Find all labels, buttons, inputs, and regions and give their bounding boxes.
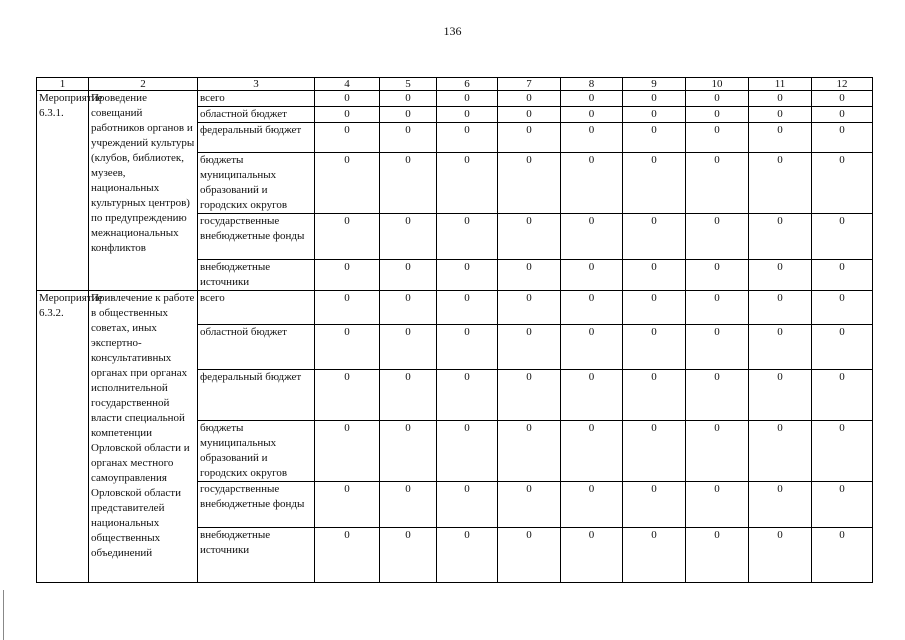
column-header: 2: [89, 78, 198, 91]
amount-cell: 0: [437, 291, 498, 325]
amount-cell: 0: [437, 260, 498, 291]
column-header: 10: [686, 78, 749, 91]
amount-cell: 0: [561, 291, 623, 325]
amount-cell: 0: [812, 214, 873, 260]
funding-source: бюджеты муниципальных образований и городских округов: [198, 153, 315, 214]
funding-source: государственные внебюджетные фонды: [198, 214, 315, 260]
amount-cell: 0: [812, 291, 873, 325]
amount-cell: 0: [380, 214, 437, 260]
amount-cell: 0: [812, 260, 873, 291]
funding-source: всего: [198, 91, 315, 107]
measure-description: Проведение совещаний работников органов и учреждений культуры (клубов, библиотек, музеев, национальных культурных центров) по предупреждению межнациональных конфликтов: [89, 91, 198, 291]
amount-cell: 0: [623, 107, 686, 123]
amount-cell: 0: [437, 482, 498, 528]
amount-cell: 0: [623, 123, 686, 153]
amount-cell: 0: [812, 528, 873, 583]
amount-cell: 0: [812, 123, 873, 153]
amount-cell: 0: [686, 325, 749, 370]
amount-cell: 0: [561, 260, 623, 291]
amount-cell: 0: [686, 123, 749, 153]
amount-cell: 0: [561, 214, 623, 260]
amount-cell: 0: [498, 325, 561, 370]
amount-cell: 0: [812, 370, 873, 421]
amount-cell: 0: [315, 291, 380, 325]
amount-cell: 0: [315, 528, 380, 583]
amount-cell: 0: [315, 107, 380, 123]
amount-cell: 0: [686, 153, 749, 214]
funding-source: всего: [198, 291, 315, 325]
amount-cell: 0: [498, 421, 561, 482]
amount-cell: 0: [561, 370, 623, 421]
amount-cell: 0: [498, 260, 561, 291]
amount-cell: 0: [749, 421, 812, 482]
amount-cell: 0: [561, 107, 623, 123]
page-number: 136: [443, 24, 462, 38]
amount-cell: 0: [623, 214, 686, 260]
amount-cell: 0: [561, 325, 623, 370]
funding-table: [36, 77, 873, 583]
funding-source: государственные внебюджетные фонды: [198, 482, 315, 528]
amount-cell: 0: [315, 370, 380, 421]
amount-cell: 0: [561, 91, 623, 107]
amount-cell: 0: [498, 370, 561, 421]
amount-cell: 0: [498, 123, 561, 153]
amount-cell: 0: [315, 482, 380, 528]
amount-cell: 0: [812, 482, 873, 528]
amount-cell: 0: [623, 260, 686, 291]
funding-source: федеральный бюджет: [198, 370, 315, 421]
column-header-row: [37, 78, 873, 91]
column-header: 6: [437, 78, 498, 91]
funding-source: областной бюджет: [198, 107, 315, 123]
amount-cell: 0: [686, 291, 749, 325]
amount-cell: 0: [498, 528, 561, 583]
amount-cell: 0: [749, 153, 812, 214]
amount-cell: 0: [749, 260, 812, 291]
amount-cell: 0: [686, 214, 749, 260]
amount-cell: 0: [749, 482, 812, 528]
amount-cell: 0: [623, 482, 686, 528]
column-header: 5: [380, 78, 437, 91]
measure-code: Мероприятие 6.3.1.: [37, 91, 89, 291]
amount-cell: 0: [437, 123, 498, 153]
amount-cell: 0: [380, 421, 437, 482]
amount-cell: 0: [561, 421, 623, 482]
column-header: 3: [198, 78, 315, 91]
measure-description: Привлечение к работе в общественных советах, иных экспертно-консультативных органах при органах исполнительной государственной власти специальной компетенции Орловской области и органах местного самоуправления Орловской области представителей национальных общественных объединений: [89, 291, 198, 583]
amount-cell: 0: [749, 325, 812, 370]
amount-cell: 0: [561, 153, 623, 214]
amount-cell: 0: [749, 214, 812, 260]
amount-cell: 0: [315, 421, 380, 482]
column-header: 12: [812, 78, 873, 91]
amount-cell: 0: [498, 107, 561, 123]
funding-source: областной бюджет: [198, 325, 315, 370]
amount-cell: 0: [561, 528, 623, 583]
funding-source: внебюджетные источники: [198, 260, 315, 291]
amount-cell: 0: [812, 421, 873, 482]
amount-cell: 0: [498, 91, 561, 107]
column-header: 4: [315, 78, 380, 91]
amount-cell: 0: [686, 107, 749, 123]
amount-cell: 0: [315, 214, 380, 260]
amount-cell: 0: [812, 153, 873, 214]
amount-cell: 0: [315, 91, 380, 107]
column-header: 8: [561, 78, 623, 91]
amount-cell: 0: [749, 107, 812, 123]
amount-cell: 0: [749, 528, 812, 583]
amount-cell: 0: [437, 107, 498, 123]
amount-cell: 0: [315, 325, 380, 370]
amount-cell: 0: [749, 123, 812, 153]
amount-cell: 0: [380, 528, 437, 583]
amount-cell: 0: [437, 528, 498, 583]
amount-cell: 0: [686, 528, 749, 583]
amount-cell: 0: [561, 123, 623, 153]
amount-cell: 0: [380, 123, 437, 153]
amount-cell: 0: [437, 153, 498, 214]
amount-cell: 0: [623, 370, 686, 421]
column-header: 1: [37, 78, 89, 91]
amount-cell: 0: [686, 91, 749, 107]
amount-cell: 0: [498, 214, 561, 260]
scan-edge-line: [3, 590, 4, 640]
column-header: 9: [623, 78, 686, 91]
amount-cell: 0: [437, 325, 498, 370]
column-header: 11: [749, 78, 812, 91]
amount-cell: 0: [623, 153, 686, 214]
amount-cell: 0: [686, 482, 749, 528]
amount-cell: 0: [437, 91, 498, 107]
amount-cell: 0: [380, 291, 437, 325]
amount-cell: 0: [380, 482, 437, 528]
column-header: 7: [498, 78, 561, 91]
amount-cell: 0: [686, 421, 749, 482]
amount-cell: 0: [749, 91, 812, 107]
amount-cell: 0: [498, 482, 561, 528]
amount-cell: 0: [380, 91, 437, 107]
amount-cell: 0: [380, 325, 437, 370]
amount-cell: 0: [437, 370, 498, 421]
amount-cell: 0: [380, 153, 437, 214]
amount-cell: 0: [437, 214, 498, 260]
amount-cell: 0: [315, 123, 380, 153]
amount-cell: 0: [623, 91, 686, 107]
funding-source: федеральный бюджет: [198, 123, 315, 153]
amount-cell: 0: [623, 325, 686, 370]
amount-cell: 0: [561, 482, 623, 528]
amount-cell: 0: [380, 260, 437, 291]
table-row: [37, 91, 873, 107]
amount-cell: 0: [380, 107, 437, 123]
amount-cell: 0: [812, 107, 873, 123]
amount-cell: 0: [812, 91, 873, 107]
amount-cell: 0: [498, 153, 561, 214]
amount-cell: 0: [498, 291, 561, 325]
amount-cell: 0: [686, 370, 749, 421]
amount-cell: 0: [437, 421, 498, 482]
amount-cell: 0: [749, 370, 812, 421]
amount-cell: 0: [623, 421, 686, 482]
amount-cell: 0: [686, 260, 749, 291]
table-row: [37, 291, 873, 325]
amount-cell: 0: [623, 291, 686, 325]
amount-cell: 0: [623, 528, 686, 583]
funding-source: внебюджетные источники: [198, 528, 315, 583]
amount-cell: 0: [315, 153, 380, 214]
amount-cell: 0: [749, 291, 812, 325]
measure-code: Мероприятие 6.3.2.: [37, 291, 89, 583]
amount-cell: 0: [812, 325, 873, 370]
funding-source: бюджеты муниципальных образований и городских округов: [198, 421, 315, 482]
amount-cell: 0: [380, 370, 437, 421]
amount-cell: 0: [315, 260, 380, 291]
